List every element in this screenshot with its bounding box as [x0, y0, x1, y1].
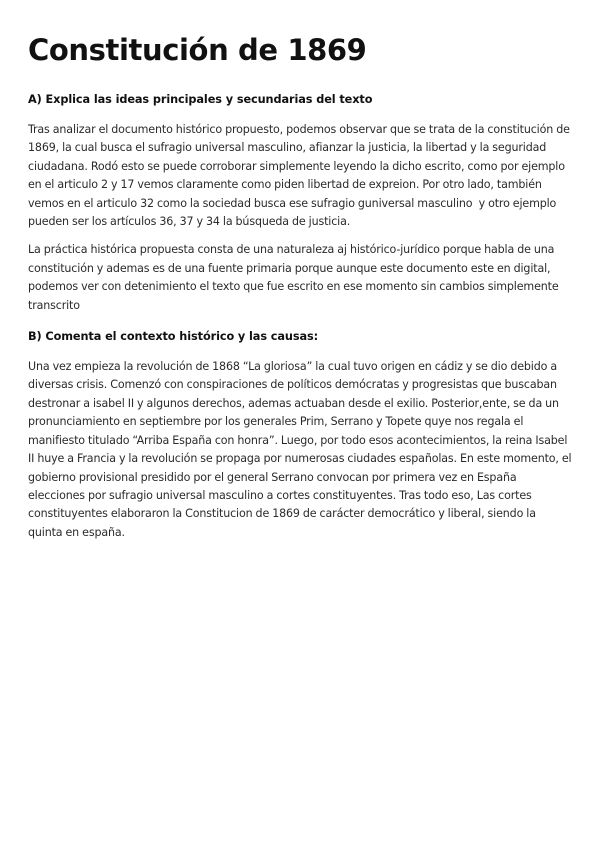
- section-b-heading: B) Comenta el contexto histórico y las causas:: [28, 330, 319, 344]
- section-a-heading: A) Explica las ideas principales y secundarias del texto: [28, 93, 373, 106]
- document-title: Constitución de 1869: [28, 33, 367, 67]
- section-b: [28, 329, 573, 542]
- section-a-paragraph-1: Tras analizar el documento histórico propuesto, podemos observar que se trata de la constitución de 1869, la cual busca el sufragio universal masculino, afianzar la justicia, la libertad y la seguridad ciudadana. Rodó esto se puede corroborar simplemente leyendo la dicho escrito, como por ejemplo en el articulo 2 y 17 vemos claramente como piden libertad de expreion. Por otro lado, también vemos en el articulo 32 como la sociedad busca ese sufragio guniversal masculino y otro ejemplo pueden ser los artículos 36, 37 y 34 la búsqueda de justicia.: [28, 123, 573, 229]
- section-a-paragraph-2: La práctica histórica propuesta consta de una naturaleza aj histórico-jurídico porque habla de una constitución y ademas es de una fuente primaria porque aunque este documento este en digital, podemos ver con detenimiento el texto que fue escrito en ese momento sin cambios simplemente transcrito: [28, 243, 562, 312]
- document-page: [28, 30, 573, 552]
- section-b-paragraph-1: Una vez empieza la revolución de 1868 “La gloriosa” la cual tuvo origen en cádiz y se dio debido a diversas crisis. Comenzó con conspiraciones de políticos demócratas y progresistas que buscaban destronar a isabel II y algunos derechos, ademas actuaban desde el exilio. Posterior,ente, se da un pronunciamiento en septiembre por los generales Prim, Serrano y Topete quye nos regala el manifiesto titulado “Arriba España con honra”. Luego, por todo esos acontecimientos, la reina Isabel II huye a Francia y la revolución se propaga por numerosas ciudades españolas. En este momento, el gobierno provisional presidido por el general Serrano convocan por primera vez en España elecciones por sufragio universal masculino a cortes constituyentes. Tras todo eso, Las cortes constituyentes elaboraron la Constitucion de 1869 de carácter democrático y liberal, siendo la quinta en españa.: [28, 360, 575, 539]
- section-a: [28, 92, 573, 315]
